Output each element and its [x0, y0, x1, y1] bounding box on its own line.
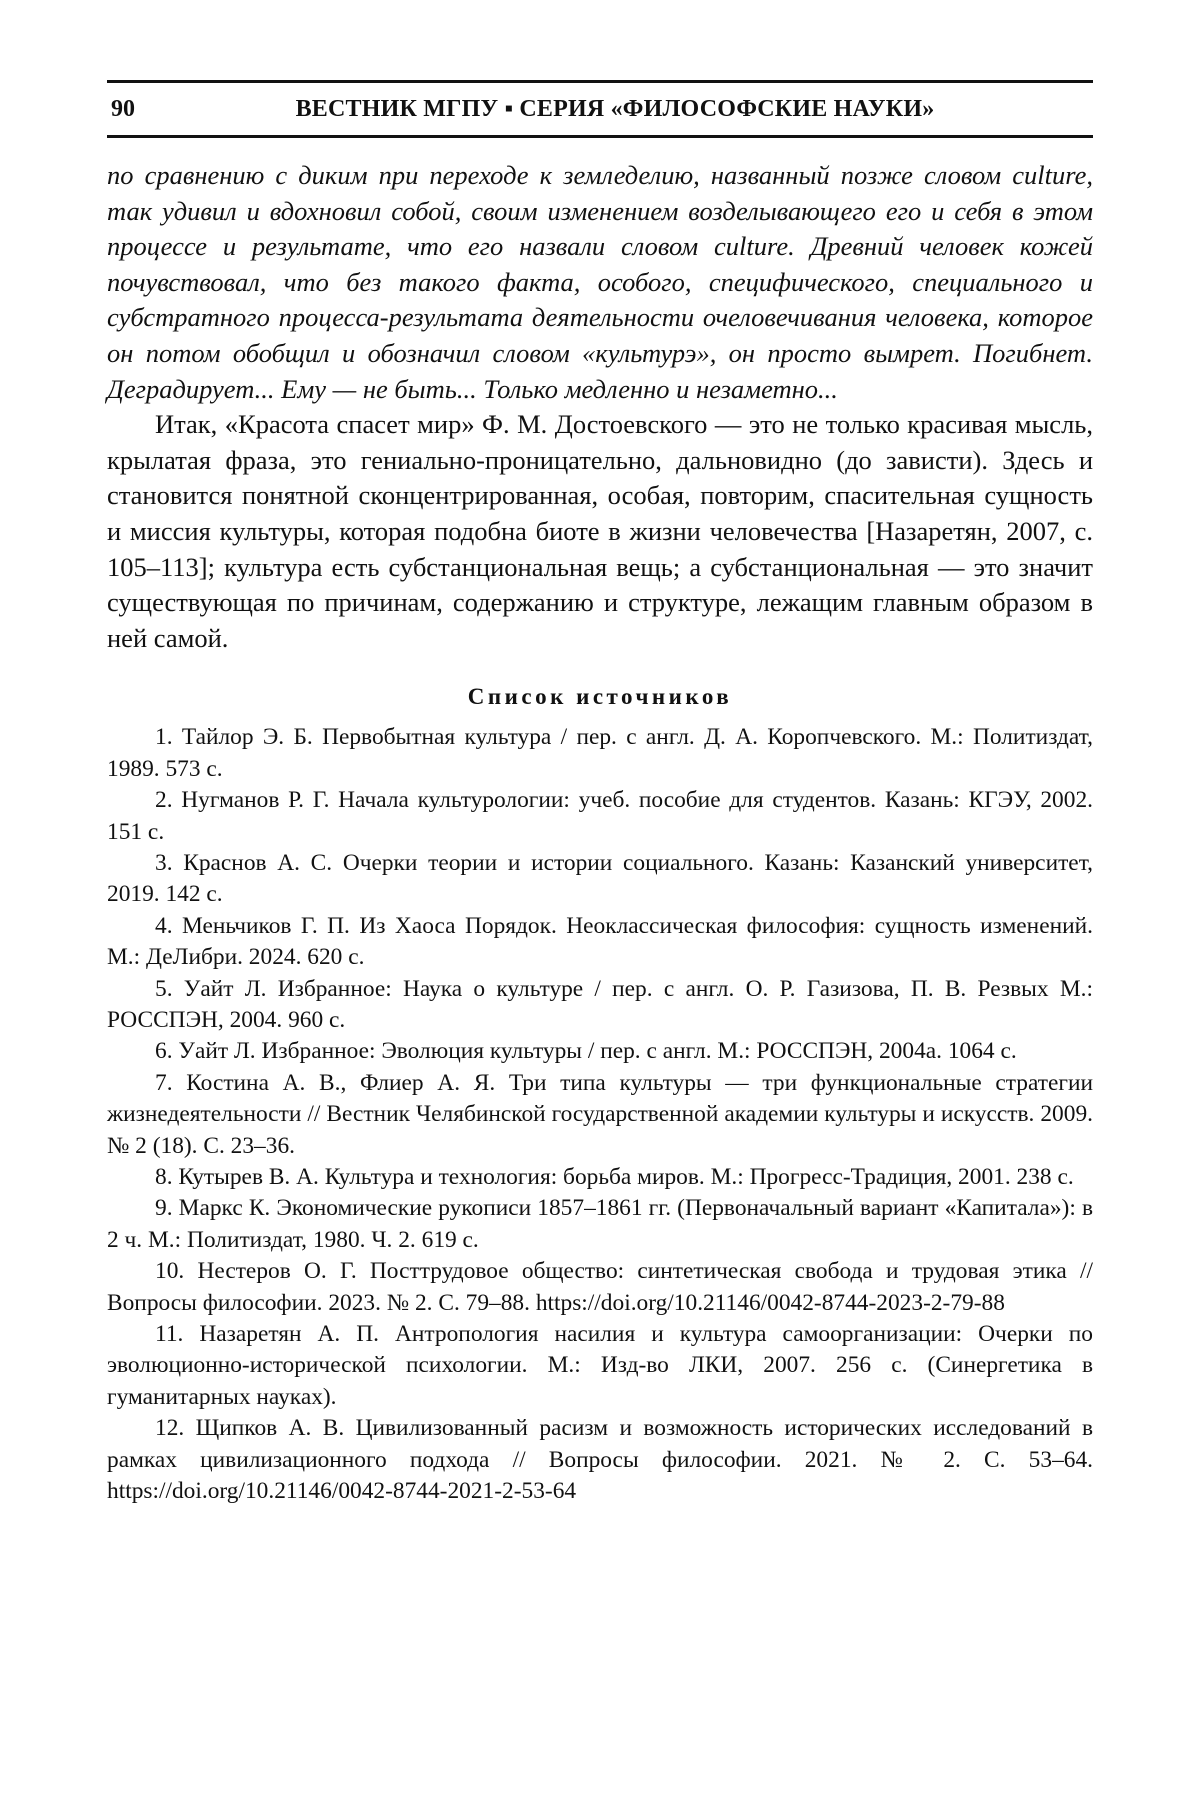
- reference-item: 5. Уайт Л. Избранное: Наука о культуре / пер. с англ. О. Р. Газизова, П. В. Резвых М.: РОССПЭН, 2004. 960 с.: [107, 974, 1093, 1037]
- italic-paragraph: по сравнению с диким при переходе к земледелию, названный позже словом culture, так удивил и вдохновил собой, своим изменением возделывающего его и себя в этом процессе и результате, что его назвали словом culture. Древний человек кожей почувствовал, что без такого факта, особого, специфического, специального и субстратного процесса-результата деятельности очеловечивания человека, которое он потом обобщил и обозначил словом «культурэ», он просто вымрет. Погибнет. Деградирует... Ему — не быть... Только медленно и незаметно...: [107, 158, 1093, 407]
- reference-item: 6. Уайт Л. Избранное: Эволюция культуры / пер. с англ. М.: РОССПЭН, 2004а. 1064 с.: [107, 1036, 1093, 1067]
- reference-item: 2. Нугманов Р. Г. Начала культурологии: учеб. пособие для студентов. Казань: КГЭУ, 2002. 151 с.: [107, 785, 1093, 848]
- reference-item: 10. Нестеров О. Г. Посттрудовое общество: синтетическая свобода и трудовая этика // Вопросы философии. 2023. № 2. С. 79–88. https://doi.org/10.21146/0042-8744-2023-2-79-88: [107, 1256, 1093, 1319]
- running-header: [107, 80, 1093, 138]
- reference-item: 4. Меньчиков Г. П. Из Хаоса Порядок. Неоклассическая философия: сущность изменений. М.: ДеЛибри. 2024. 620 с.: [107, 911, 1093, 974]
- reference-item: 8. Кутырев В. А. Культура и технология: борьба миров. М.: Прогресс-Традиция, 2001. 238 с.: [107, 1162, 1093, 1193]
- journal-title: ВЕСТНИК МГПУ ▪ СЕРИЯ «ФИЛОСОФСКИЕ НАУКИ»: [107, 96, 1093, 123]
- reference-item: 3. Краснов А. С. Очерки теории и истории социального. Казань: Казанский университет, 2019. 142 с.: [107, 848, 1093, 911]
- reference-item: 9. Маркс К. Экономические рукописи 1857–1861 гг. (Первоначальный вариант «Капитала»): в 2 ч. М.: Политиздат, 1980. Ч. 2. 619 с.: [107, 1193, 1093, 1256]
- page-number: 90: [111, 96, 135, 123]
- reference-item: 7. Костина А. В., Флиер А. Я. Три типа культуры — три функциональные стратегии жизнедеятельности // Вестник Челябинской государственной академии культуры и искусств. 2009. № 2 (18). С. 23–36.: [107, 1068, 1093, 1162]
- reference-item: 12. Щипков А. В. Цивилизованный расизм и возможность исторических исследований в рамках цивилизационного подхода // Вопросы философии. 2021. № 2. С. 53–64. https://doi.org/10.21146/0042-8744-2021-2-53-64: [107, 1413, 1093, 1507]
- reference-item: 1. Тайлор Э. Б. Первобытная культура / пер. с англ. Д. А. Коропчевского. М.: Политиздат, 1989. 573 с.: [107, 722, 1093, 785]
- reference-item: 11. Назаретян А. П. Антропология насилия и культура самоорганизации: Очерки по эволюционно-исторической психологии. М.: Изд-во ЛКИ, 2007. 256 с. (Синергетика в гуманитарных науках).: [107, 1319, 1093, 1413]
- article-body: [107, 158, 1093, 656]
- references-heading: Список источников: [107, 684, 1093, 710]
- references-list: [107, 722, 1093, 1507]
- conclusion-paragraph: Итак, «Красота спасет мир» Ф. М. Достоевского — это не только красивая мысль, крылатая фраза, это гениально-проницательно, дальновидно (до зависти). Здесь и становится понятной сконцентрированная, особая, повторим, спасительная сущность и миссия культуры, которая подобна биоте в жизни человечества [Назаретян, 2007, с. 105–113]; культура есть субстанциональная вещь; а субстанциональная — это значит существующая по причинам, содержанию и структуре, лежащим главным образом в ней самой.: [107, 407, 1093, 656]
- journal-page: [107, 80, 1093, 1507]
